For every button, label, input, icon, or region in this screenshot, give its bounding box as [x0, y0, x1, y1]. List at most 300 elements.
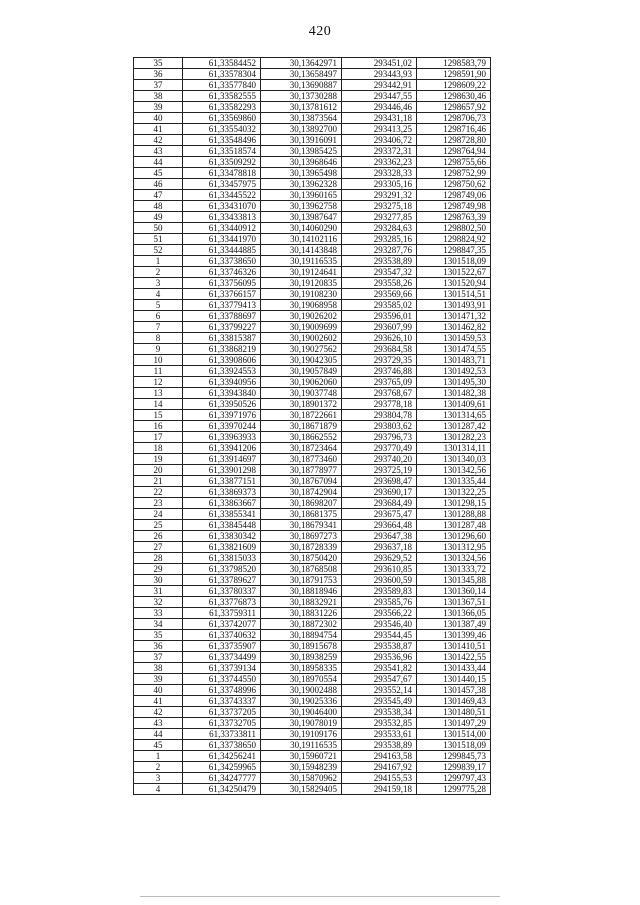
y-coordinate-cell: 1301459,53	[417, 333, 491, 344]
table-row	[134, 553, 491, 564]
point-number-cell: 41	[134, 124, 183, 135]
latitude-cell: 61,33548496	[183, 135, 261, 146]
y-coordinate-cell: 1298752,99	[417, 168, 491, 179]
latitude-cell: 61,33746326	[183, 267, 261, 278]
longitude-cell: 30,18697273	[261, 531, 342, 542]
longitude-cell: 30,19002602	[261, 333, 342, 344]
table-row	[134, 619, 491, 630]
latitude-cell: 61,33855341	[183, 509, 261, 520]
x-coordinate-cell: 293585,02	[342, 300, 417, 311]
x-coordinate-cell: 293552,14	[342, 685, 417, 696]
table-row	[134, 608, 491, 619]
latitude-cell: 61,33441970	[183, 234, 261, 245]
longitude-cell: 30,19078019	[261, 718, 342, 729]
y-coordinate-cell: 1298591,90	[417, 69, 491, 80]
latitude-cell: 61,33830342	[183, 531, 261, 542]
point-number-cell: 31	[134, 586, 183, 597]
latitude-cell: 61,33901298	[183, 465, 261, 476]
point-number-cell: 36	[134, 641, 183, 652]
x-coordinate-cell: 293541,82	[342, 663, 417, 674]
x-coordinate-cell: 293547,67	[342, 674, 417, 685]
y-coordinate-cell: 1298749,06	[417, 190, 491, 201]
latitude-cell: 61,33734499	[183, 652, 261, 663]
latitude-cell: 61,33798520	[183, 564, 261, 575]
x-coordinate-cell: 293664,48	[342, 520, 417, 531]
x-coordinate-cell: 293629,52	[342, 553, 417, 564]
table-row	[134, 641, 491, 652]
x-coordinate-cell: 293443,93	[342, 69, 417, 80]
y-coordinate-cell: 1301366,05	[417, 608, 491, 619]
x-coordinate-cell: 293558,26	[342, 278, 417, 289]
y-coordinate-cell: 1301312,95	[417, 542, 491, 553]
latitude-cell: 61,33569860	[183, 113, 261, 124]
longitude-cell: 30,14102116	[261, 234, 342, 245]
latitude-cell: 61,33863667	[183, 498, 261, 509]
longitude-cell: 30,13873564	[261, 113, 342, 124]
table-row	[134, 113, 491, 124]
table-row	[134, 432, 491, 443]
x-coordinate-cell: 293291,32	[342, 190, 417, 201]
longitude-cell: 30,19002488	[261, 685, 342, 696]
longitude-cell: 30,19109176	[261, 729, 342, 740]
x-coordinate-cell: 293729,35	[342, 355, 417, 366]
point-number-cell: 36	[134, 69, 183, 80]
point-number-cell: 33	[134, 608, 183, 619]
x-coordinate-cell: 293328,33	[342, 168, 417, 179]
y-coordinate-cell: 1301333,72	[417, 564, 491, 575]
table-row	[134, 685, 491, 696]
y-coordinate-cell: 1301433,44	[417, 663, 491, 674]
point-number-cell: 37	[134, 80, 183, 91]
point-number-cell: 17	[134, 432, 183, 443]
longitude-cell: 30,19027562	[261, 344, 342, 355]
latitude-cell: 61,33582555	[183, 91, 261, 102]
longitude-cell: 30,19108230	[261, 289, 342, 300]
longitude-cell: 30,18832921	[261, 597, 342, 608]
table-row	[134, 520, 491, 531]
latitude-cell: 61,33748996	[183, 685, 261, 696]
latitude-cell: 61,33815387	[183, 333, 261, 344]
latitude-cell: 61,33577840	[183, 80, 261, 91]
longitude-cell: 30,19116535	[261, 256, 342, 267]
point-number-cell: 29	[134, 564, 183, 575]
table-row	[134, 91, 491, 102]
y-coordinate-cell: 1301520,94	[417, 278, 491, 289]
point-number-cell: 50	[134, 223, 183, 234]
table-row	[134, 278, 491, 289]
longitude-cell: 30,15948239	[261, 762, 342, 773]
longitude-cell: 30,13962328	[261, 179, 342, 190]
point-number-cell: 19	[134, 454, 183, 465]
table-row	[134, 531, 491, 542]
latitude-cell: 61,33868219	[183, 344, 261, 355]
x-coordinate-cell: 293544,45	[342, 630, 417, 641]
x-coordinate-cell: 293533,61	[342, 729, 417, 740]
longitude-cell: 30,13962758	[261, 201, 342, 212]
longitude-cell: 30,13730288	[261, 91, 342, 102]
latitude-cell: 61,33582293	[183, 102, 261, 113]
point-number-cell: 38	[134, 663, 183, 674]
table-row	[134, 652, 491, 663]
longitude-cell: 30,19009699	[261, 322, 342, 333]
longitude-cell: 30,18872302	[261, 619, 342, 630]
latitude-cell: 61,33908606	[183, 355, 261, 366]
x-coordinate-cell: 293536,96	[342, 652, 417, 663]
point-number-cell: 40	[134, 685, 183, 696]
table-row	[134, 366, 491, 377]
latitude-cell: 61,33799227	[183, 322, 261, 333]
point-number-cell: 39	[134, 674, 183, 685]
longitude-cell: 30,18958335	[261, 663, 342, 674]
point-number-cell: 52	[134, 245, 183, 256]
x-coordinate-cell: 293538,89	[342, 256, 417, 267]
latitude-cell: 61,33869373	[183, 487, 261, 498]
table-row	[134, 454, 491, 465]
latitude-cell: 61,33554032	[183, 124, 261, 135]
latitude-cell: 61,33940956	[183, 377, 261, 388]
latitude-cell: 61,33914697	[183, 454, 261, 465]
table-row	[134, 674, 491, 685]
x-coordinate-cell: 293600,59	[342, 575, 417, 586]
x-coordinate-cell: 293532,85	[342, 718, 417, 729]
longitude-cell: 30,18662552	[261, 432, 342, 443]
point-number-cell: 4	[134, 784, 183, 795]
latitude-cell: 61,33739134	[183, 663, 261, 674]
y-coordinate-cell: 1301409,61	[417, 399, 491, 410]
table-row	[134, 256, 491, 267]
latitude-cell: 61,33738650	[183, 740, 261, 751]
x-coordinate-cell: 293277,85	[342, 212, 417, 223]
longitude-cell: 30,19025336	[261, 696, 342, 707]
point-number-cell: 45	[134, 740, 183, 751]
latitude-cell: 61,34256241	[183, 751, 261, 762]
x-coordinate-cell: 293546,40	[342, 619, 417, 630]
y-coordinate-cell: 1301480,51	[417, 707, 491, 718]
x-coordinate-cell: 293275,18	[342, 201, 417, 212]
latitude-cell: 61,33744550	[183, 674, 261, 685]
latitude-cell: 61,33943840	[183, 388, 261, 399]
y-coordinate-cell: 1299797,43	[417, 773, 491, 784]
longitude-cell: 30,19062060	[261, 377, 342, 388]
point-number-cell: 48	[134, 201, 183, 212]
longitude-cell: 30,19046400	[261, 707, 342, 718]
latitude-cell: 61,33433813	[183, 212, 261, 223]
table-row	[134, 157, 491, 168]
point-number-cell: 5	[134, 300, 183, 311]
latitude-cell: 61,33735907	[183, 641, 261, 652]
latitude-cell: 61,33509292	[183, 157, 261, 168]
x-coordinate-cell: 293547,32	[342, 267, 417, 278]
x-coordinate-cell: 293684,58	[342, 344, 417, 355]
longitude-cell: 30,13642971	[261, 58, 342, 69]
point-number-cell: 39	[134, 102, 183, 113]
table-row	[134, 696, 491, 707]
y-coordinate-cell: 1298630,46	[417, 91, 491, 102]
longitude-cell: 30,13892700	[261, 124, 342, 135]
longitude-cell: 30,19057849	[261, 366, 342, 377]
latitude-cell: 61,33950526	[183, 399, 261, 410]
latitude-cell: 61,33877151	[183, 476, 261, 487]
x-coordinate-cell: 293610,85	[342, 564, 417, 575]
x-coordinate-cell: 293746,88	[342, 366, 417, 377]
latitude-cell: 61,34250479	[183, 784, 261, 795]
x-coordinate-cell: 293305,16	[342, 179, 417, 190]
table-row	[134, 322, 491, 333]
latitude-cell: 61,33738650	[183, 256, 261, 267]
point-number-cell: 42	[134, 135, 183, 146]
longitude-cell: 30,18768508	[261, 564, 342, 575]
longitude-cell: 30,18938259	[261, 652, 342, 663]
point-number-cell: 27	[134, 542, 183, 553]
y-coordinate-cell: 1301314,11	[417, 443, 491, 454]
point-number-cell: 43	[134, 146, 183, 157]
point-number-cell: 24	[134, 509, 183, 520]
bottom-rule	[140, 896, 500, 897]
longitude-cell: 30,15960721	[261, 751, 342, 762]
y-coordinate-cell: 1301342,56	[417, 465, 491, 476]
latitude-cell: 61,33478818	[183, 168, 261, 179]
latitude-cell: 61,33789627	[183, 575, 261, 586]
point-number-cell: 51	[134, 234, 183, 245]
latitude-cell: 61,33780337	[183, 586, 261, 597]
latitude-cell: 61,33845448	[183, 520, 261, 531]
y-coordinate-cell: 1301399,46	[417, 630, 491, 641]
longitude-cell: 30,18970554	[261, 674, 342, 685]
y-coordinate-cell: 1301410,51	[417, 641, 491, 652]
point-number-cell: 45	[134, 168, 183, 179]
table-row	[134, 69, 491, 80]
x-coordinate-cell: 293770,49	[342, 443, 417, 454]
x-coordinate-cell: 294159,18	[342, 784, 417, 795]
x-coordinate-cell: 294163,58	[342, 751, 417, 762]
point-number-cell: 8	[134, 333, 183, 344]
table-row	[134, 267, 491, 278]
point-number-cell: 2	[134, 267, 183, 278]
x-coordinate-cell: 293690,17	[342, 487, 417, 498]
point-number-cell: 21	[134, 476, 183, 487]
longitude-cell: 30,13968646	[261, 157, 342, 168]
table-row	[134, 311, 491, 322]
longitude-cell: 30,13987647	[261, 212, 342, 223]
latitude-cell: 61,33963933	[183, 432, 261, 443]
table-row	[134, 388, 491, 399]
longitude-cell: 30,18791753	[261, 575, 342, 586]
longitude-cell: 30,18767094	[261, 476, 342, 487]
y-coordinate-cell: 1299839,17	[417, 762, 491, 773]
x-coordinate-cell: 293698,47	[342, 476, 417, 487]
table-row	[134, 663, 491, 674]
x-coordinate-cell: 293287,76	[342, 245, 417, 256]
table-row	[134, 146, 491, 157]
point-number-cell: 18	[134, 443, 183, 454]
longitude-cell: 30,19068958	[261, 300, 342, 311]
latitude-cell: 61,33742077	[183, 619, 261, 630]
y-coordinate-cell: 1301387,49	[417, 619, 491, 630]
x-coordinate-cell: 293406,72	[342, 135, 417, 146]
x-coordinate-cell: 293796,73	[342, 432, 417, 443]
table-row	[134, 784, 491, 795]
x-coordinate-cell: 293538,89	[342, 740, 417, 751]
y-coordinate-cell: 1301492,53	[417, 366, 491, 377]
x-coordinate-cell: 293413,25	[342, 124, 417, 135]
table-row	[134, 168, 491, 179]
y-coordinate-cell: 1301483,71	[417, 355, 491, 366]
y-coordinate-cell: 1301340,03	[417, 454, 491, 465]
point-number-cell: 44	[134, 157, 183, 168]
x-coordinate-cell: 293569,66	[342, 289, 417, 300]
latitude-cell: 61,33776873	[183, 597, 261, 608]
table-row	[134, 190, 491, 201]
point-number-cell: 11	[134, 366, 183, 377]
y-coordinate-cell: 1298749,98	[417, 201, 491, 212]
y-coordinate-cell: 1301497,29	[417, 718, 491, 729]
table-row	[134, 498, 491, 509]
longitude-cell: 30,18722661	[261, 410, 342, 421]
longitude-cell: 30,18773460	[261, 454, 342, 465]
x-coordinate-cell: 293372,31	[342, 146, 417, 157]
x-coordinate-cell: 293804,78	[342, 410, 417, 421]
point-number-cell: 3	[134, 773, 183, 784]
longitude-cell: 30,13985425	[261, 146, 342, 157]
page-number: 420	[308, 24, 332, 39]
x-coordinate-cell: 293637,18	[342, 542, 417, 553]
table-row	[134, 289, 491, 300]
x-coordinate-cell: 293778,18	[342, 399, 417, 410]
longitude-cell: 30,18778977	[261, 465, 342, 476]
y-coordinate-cell: 1301335,44	[417, 476, 491, 487]
y-coordinate-cell: 1301514,00	[417, 729, 491, 740]
y-coordinate-cell: 1301288,88	[417, 509, 491, 520]
latitude-cell: 61,33756095	[183, 278, 261, 289]
y-coordinate-cell: 1301322,25	[417, 487, 491, 498]
point-number-cell: 28	[134, 553, 183, 564]
latitude-cell: 61,33440912	[183, 223, 261, 234]
longitude-cell: 30,19026202	[261, 311, 342, 322]
longitude-cell: 30,18728339	[261, 542, 342, 553]
latitude-cell: 61,33821609	[183, 542, 261, 553]
x-coordinate-cell: 293675,47	[342, 509, 417, 520]
longitude-cell: 30,18723464	[261, 443, 342, 454]
longitude-cell: 30,14143848	[261, 245, 342, 256]
table-row	[134, 773, 491, 784]
longitude-cell: 30,18679341	[261, 520, 342, 531]
latitude-cell: 61,33732705	[183, 718, 261, 729]
longitude-cell: 30,13965498	[261, 168, 342, 179]
table-row	[134, 509, 491, 520]
coordinates-table-body	[134, 58, 491, 795]
x-coordinate-cell: 293447,55	[342, 91, 417, 102]
point-number-cell: 4	[134, 289, 183, 300]
table-row	[134, 355, 491, 366]
y-coordinate-cell: 1301471,32	[417, 311, 491, 322]
y-coordinate-cell: 1301367,51	[417, 597, 491, 608]
longitude-cell: 30,18742904	[261, 487, 342, 498]
y-coordinate-cell: 1301298,15	[417, 498, 491, 509]
y-coordinate-cell: 1301360,14	[417, 586, 491, 597]
latitude-cell: 61,33584452	[183, 58, 261, 69]
longitude-cell: 30,15870962	[261, 773, 342, 784]
longitude-cell: 30,18681375	[261, 509, 342, 520]
y-coordinate-cell: 1298750,62	[417, 179, 491, 190]
latitude-cell: 61,34259965	[183, 762, 261, 773]
table-row	[134, 102, 491, 113]
table-row	[134, 729, 491, 740]
x-coordinate-cell: 293285,16	[342, 234, 417, 245]
point-number-cell: 44	[134, 729, 183, 740]
table-row	[134, 245, 491, 256]
x-coordinate-cell: 293647,38	[342, 531, 417, 542]
latitude-cell: 61,33743337	[183, 696, 261, 707]
point-number-cell: 26	[134, 531, 183, 542]
point-number-cell: 35	[134, 630, 183, 641]
latitude-cell: 61,33518574	[183, 146, 261, 157]
longitude-cell: 30,15829405	[261, 784, 342, 795]
x-coordinate-cell: 293442,91	[342, 80, 417, 91]
table-row	[134, 421, 491, 432]
longitude-cell: 30,19037748	[261, 388, 342, 399]
latitude-cell: 61,33737205	[183, 707, 261, 718]
y-coordinate-cell: 1301457,38	[417, 685, 491, 696]
table-row	[134, 399, 491, 410]
latitude-cell: 61,33815033	[183, 553, 261, 564]
point-number-cell: 34	[134, 619, 183, 630]
table-row	[134, 564, 491, 575]
y-coordinate-cell: 1298824,92	[417, 234, 491, 245]
y-coordinate-cell: 1301296,60	[417, 531, 491, 542]
point-number-cell: 1	[134, 256, 183, 267]
longitude-cell: 30,13781612	[261, 102, 342, 113]
longitude-cell: 30,18698207	[261, 498, 342, 509]
table-row	[134, 707, 491, 718]
x-coordinate-cell: 293362,23	[342, 157, 417, 168]
y-coordinate-cell: 1298583,79	[417, 58, 491, 69]
point-number-cell: 10	[134, 355, 183, 366]
latitude-cell: 61,33971976	[183, 410, 261, 421]
y-coordinate-cell: 1298609,22	[417, 80, 491, 91]
point-number-cell: 2	[134, 762, 183, 773]
latitude-cell: 61,33766157	[183, 289, 261, 300]
y-coordinate-cell: 1301495,30	[417, 377, 491, 388]
point-number-cell: 47	[134, 190, 183, 201]
table-row	[134, 762, 491, 773]
x-coordinate-cell: 293765,09	[342, 377, 417, 388]
latitude-cell: 61,33578304	[183, 69, 261, 80]
table-row	[134, 333, 491, 344]
latitude-cell: 61,33779413	[183, 300, 261, 311]
point-number-cell: 43	[134, 718, 183, 729]
point-number-cell: 46	[134, 179, 183, 190]
table-row	[134, 124, 491, 135]
x-coordinate-cell: 293585,76	[342, 597, 417, 608]
x-coordinate-cell: 293284,63	[342, 223, 417, 234]
y-coordinate-cell: 1298764,94	[417, 146, 491, 157]
longitude-cell: 30,13960165	[261, 190, 342, 201]
x-coordinate-cell: 293725,19	[342, 465, 417, 476]
y-coordinate-cell: 1301474,55	[417, 344, 491, 355]
table-row	[134, 465, 491, 476]
x-coordinate-cell: 293589,83	[342, 586, 417, 597]
x-coordinate-cell: 293431,18	[342, 113, 417, 124]
y-coordinate-cell: 1301422,55	[417, 652, 491, 663]
latitude-cell: 61,33941206	[183, 443, 261, 454]
x-coordinate-cell: 294167,92	[342, 762, 417, 773]
y-coordinate-cell: 1301514,51	[417, 289, 491, 300]
point-number-cell: 20	[134, 465, 183, 476]
table-row	[134, 586, 491, 597]
x-coordinate-cell: 293446,46	[342, 102, 417, 113]
longitude-cell: 30,13658497	[261, 69, 342, 80]
table-row	[134, 476, 491, 487]
